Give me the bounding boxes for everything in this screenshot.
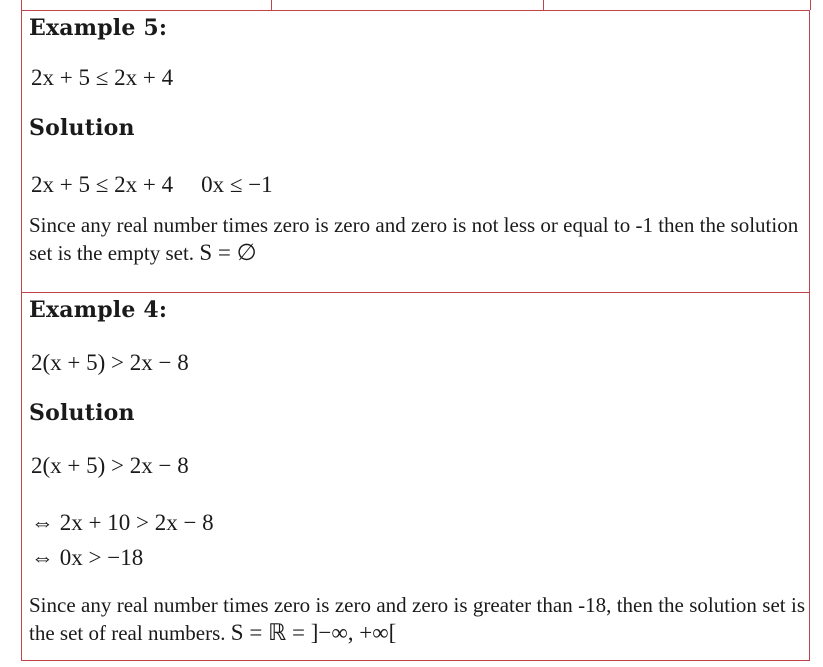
problem-inequality: 2(x + 5) > 2x − 8 xyxy=(31,350,189,375)
explanation-text: Since any real number times zero is zero and zero is not less or equal to -1 then the solution set is the empty set. xyxy=(29,213,799,265)
cell-divider xyxy=(21,0,22,10)
solution-step xyxy=(31,172,273,198)
step-part-b: 0x ≤ −1 xyxy=(201,172,273,197)
result: S = ℝ = ]−∞, +∞[ xyxy=(230,620,397,645)
explanation xyxy=(29,591,805,647)
solution-label: Solution xyxy=(29,115,135,141)
cell-divider xyxy=(810,0,811,10)
solution-step: 2(x + 5) > 2x − 8 xyxy=(31,453,189,478)
cell-divider xyxy=(543,0,544,10)
step-part-a: 2x + 5 ≤ 2x + 4 xyxy=(31,172,174,197)
example-4-box xyxy=(21,293,810,661)
example-5-box xyxy=(21,10,810,293)
solution-step: ⇔ 2x + 10 > 2x − 8 xyxy=(31,510,214,535)
result: S = ∅ xyxy=(199,240,257,265)
example-heading: Example 4: xyxy=(29,297,168,323)
explanation-text: Since any real number times zero is zero and zero is greater than -18, then the solution set is the set of real numbers. xyxy=(29,593,805,645)
solution-label: Solution xyxy=(29,400,135,426)
table-top-cells xyxy=(21,0,811,10)
problem-inequality: 2x + 5 ≤ 2x + 4 xyxy=(31,65,174,90)
example-heading: Example 5: xyxy=(29,15,168,41)
explanation xyxy=(29,211,805,267)
solution-step: ⇔ 0x > −18 xyxy=(31,545,144,570)
cell-divider xyxy=(271,0,272,10)
